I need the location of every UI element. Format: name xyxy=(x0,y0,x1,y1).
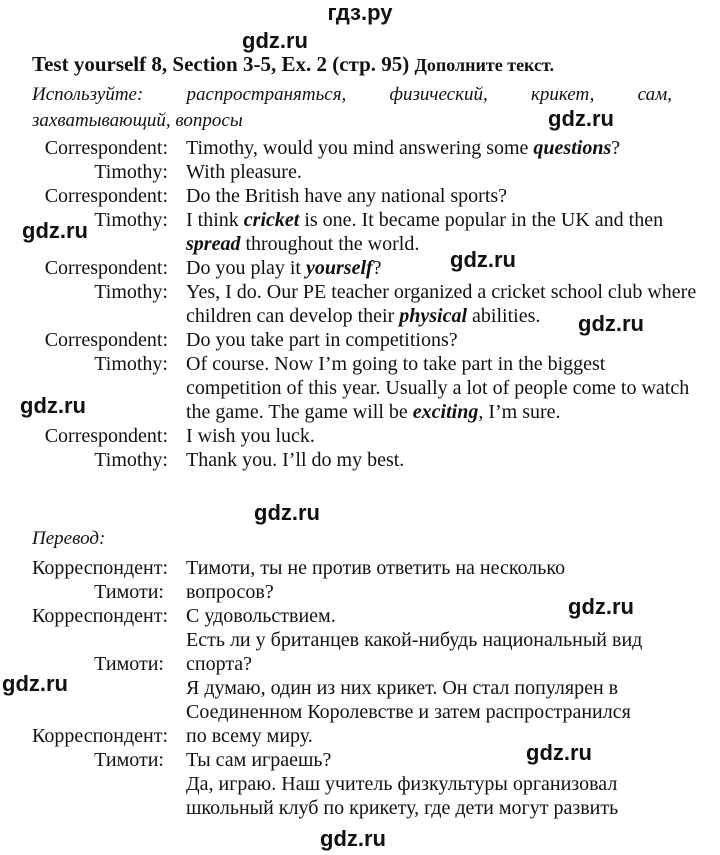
watermark: gdz.ru xyxy=(568,594,634,619)
use-words-line2: захватывающий, вопросы xyxy=(32,110,243,131)
dialog-line: spread throughout the world. xyxy=(186,233,420,255)
translation-line: школьный клуб по крикету, где дети могут развить xyxy=(186,797,619,819)
speaker-label: Timothy: xyxy=(94,281,168,303)
use-word: физический, xyxy=(389,84,488,105)
dialog-line: Yes, I do. Our PE teacher organized a cricket school club where xyxy=(186,281,697,303)
speaker-label-ru: Корреспондент: xyxy=(32,605,169,627)
watermark: gdz.ru xyxy=(320,826,386,851)
site-title: гдз.ру xyxy=(327,0,393,25)
translation-line: Да, играю. Наш учитель физкультуры организовал xyxy=(186,773,618,795)
speaker-label-ru: Корреспондент: xyxy=(32,725,169,747)
dialog-line: With pleasure. xyxy=(186,161,302,183)
speaker-label: Correspondent: xyxy=(44,257,168,279)
translation-line: вопросов? xyxy=(186,581,274,603)
dialog-line: Thank you. I’ll do my best. xyxy=(186,449,405,471)
dialog-line: Do you play it yourself? xyxy=(186,257,382,279)
dialog-line: children can develop their physical abilities. xyxy=(186,305,541,327)
use-words-line xyxy=(32,84,672,106)
translation-line: спорта? xyxy=(186,653,253,675)
dialog-line: Do you take part in competitions? xyxy=(186,329,458,351)
exercise-task: Дополните текст. xyxy=(414,55,554,75)
translation-line: Ты сам играешь? xyxy=(186,749,332,771)
speaker-label: Timothy: xyxy=(94,449,168,471)
translation-line: Я думаю, один из них крикет. Он стал популярен в xyxy=(186,677,619,699)
exercise-heading xyxy=(32,52,554,77)
speaker-label: Correspondent: xyxy=(44,137,168,159)
speaker-label-ru: Тимоти: xyxy=(94,749,164,771)
translation-line: Есть ли у британцев какой-нибудь национальный вид xyxy=(186,629,643,651)
use-word: распространяться, xyxy=(186,84,347,105)
speaker-label: Correspondent: xyxy=(44,329,168,351)
dialog-line: I wish you luck. xyxy=(186,425,315,447)
speaker-label-ru: Тимоти: xyxy=(94,653,164,675)
dialog-line: competition of this year. Usually a lot of people come to watch xyxy=(186,377,690,399)
watermark: gdz.ru xyxy=(242,28,308,53)
speaker-label: Timothy: xyxy=(94,161,168,183)
translation-line: по всему миру. xyxy=(186,725,313,747)
watermark: gdz.ru xyxy=(22,218,88,243)
translation-line: С удовольствием. xyxy=(186,605,336,627)
translation-line: Тимоти, ты не против ответить на несколько xyxy=(186,557,566,579)
use-word: крикет, xyxy=(530,84,595,105)
translation-line: Соединенном Королевстве и затем распространился xyxy=(186,701,631,723)
dialog-line: Timothy, would you mind answering some questions? xyxy=(186,137,621,159)
use-word: сам, xyxy=(637,84,672,105)
watermark: gdz.ru xyxy=(20,393,86,418)
watermark: gdz.ru xyxy=(548,106,614,131)
watermark: gdz.ru xyxy=(526,740,592,765)
watermark: gdz.ru xyxy=(578,311,644,336)
watermark: gdz.ru xyxy=(2,671,68,696)
dialog-line: the game. The game will be exciting, I’m sure. xyxy=(186,401,561,423)
use-label: Используйте: xyxy=(32,84,144,105)
speaker-label: Correspondent: xyxy=(44,425,168,447)
translation-label: Перевод: xyxy=(32,528,106,549)
speaker-label: Timothy: xyxy=(94,353,168,375)
exercise-title: Test yourself 8, Section 3-5, Ex. 2 (стр. 95) xyxy=(32,52,410,76)
speaker-label: Timothy: xyxy=(94,209,168,231)
watermark: gdz.ru xyxy=(254,500,320,525)
dialog-line: Do the British have any national sports? xyxy=(186,185,508,207)
speaker-label-ru: Корреспондент: xyxy=(32,557,169,579)
speaker-label-ru: Тимоти: xyxy=(94,581,164,603)
speaker-label: Correspondent: xyxy=(44,185,168,207)
dialog-line: I think cricket is one. It became popular in the UK and then xyxy=(186,209,664,231)
dialog-line: Of course. Now I’m going to take part in the biggest xyxy=(186,353,606,375)
watermark: gdz.ru xyxy=(450,247,516,272)
